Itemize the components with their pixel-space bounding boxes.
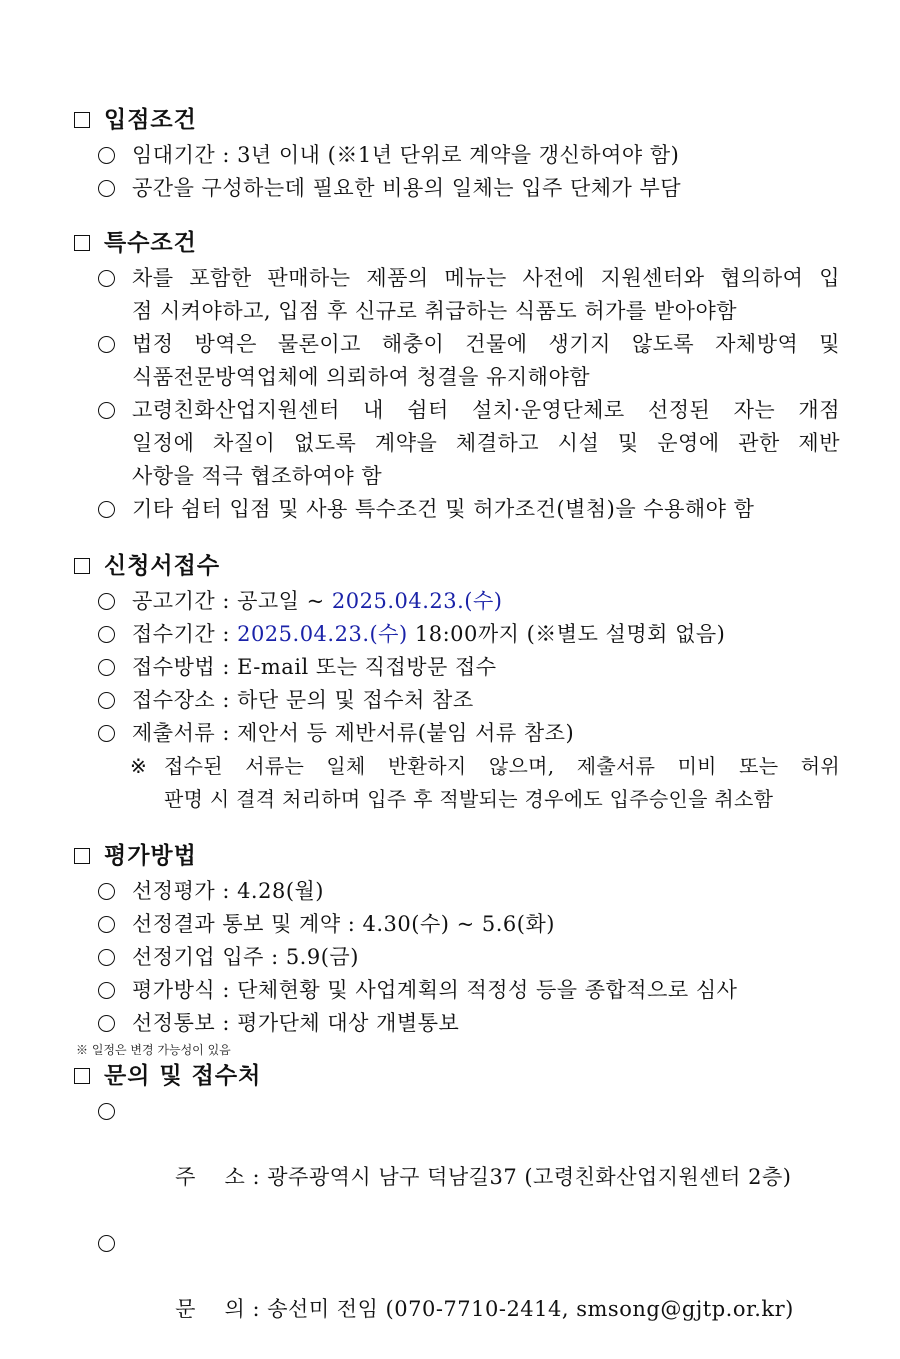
section-heading bbox=[74, 226, 840, 260]
list-item bbox=[74, 1095, 840, 1227]
circle-bullet-icon bbox=[98, 147, 115, 164]
submission-note: ※ 접수된 서류는 일체 반환하지 않으며, 제출서류 미비 또는 허위 판명 시 결격 처리하며 입주 후 적발되는 경우에도 입주승인을 취소함 bbox=[74, 750, 840, 816]
circle-bullet-icon bbox=[98, 336, 115, 353]
list-item: 공간을 구성하는데 필요한 비용의 일체는 입주 단체가 부담 bbox=[74, 172, 840, 205]
checkbox-square-icon bbox=[74, 848, 90, 864]
circle-bullet-icon bbox=[98, 982, 115, 999]
notice-period-date: 2025.04.23.(수) bbox=[331, 589, 503, 613]
reference-mark: ※ bbox=[130, 754, 148, 778]
circle-bullet-icon bbox=[98, 501, 115, 518]
list-item: 접수기간 : 2025.04.23.(수) 18:00까지 (※별도 설명회 없음) bbox=[74, 618, 840, 651]
section-title: 평가방법 bbox=[104, 842, 197, 869]
section-heading bbox=[74, 839, 840, 873]
circle-bullet-icon bbox=[98, 593, 115, 610]
circle-bullet-icon bbox=[98, 725, 115, 742]
section-application bbox=[74, 549, 840, 816]
circle-bullet-icon bbox=[98, 402, 115, 419]
circle-bullet-icon bbox=[98, 270, 115, 287]
circle-bullet-icon bbox=[98, 626, 115, 643]
address-text: 주 소 : 광주광역시 남구 덕남길37 (고령친화산업지원센터 2층) bbox=[175, 1165, 792, 1189]
circle-bullet-icon bbox=[98, 916, 115, 933]
checkbox-square-icon bbox=[74, 235, 90, 251]
checkbox-square-icon bbox=[74, 558, 90, 574]
section-entry-conditions bbox=[74, 103, 840, 205]
list-item: 접수장소 : 하단 문의 및 접수처 참조 bbox=[74, 684, 840, 717]
circle-bullet-icon bbox=[98, 692, 115, 709]
section-special-conditions bbox=[74, 226, 840, 526]
circle-bullet-icon bbox=[98, 1103, 115, 1120]
list-item: 차를 포함한 판매하는 제품의 메뉴는 사전에 지원센터와 협의하여 입 점 시켜야하고, 입점 후 신규로 취급하는 식품도 허가를 받아야함 bbox=[74, 262, 840, 328]
list-item: 임대기간 : 3년 이내 (※1년 단위로 계약을 갱신하여야 함) bbox=[74, 139, 840, 172]
list-item: 법정 방역은 물론이고 해충이 건물에 생기지 않도록 자체방역 및 식품전문방역업체에 의뢰하여 청결을 유지해야함 bbox=[74, 328, 840, 394]
checkbox-square-icon bbox=[74, 1068, 90, 1084]
list-item: 선정기업 입주 : 5.9(금) bbox=[74, 941, 840, 974]
list-item: 선정통보 : 평가단체 대상 개별통보 bbox=[74, 1007, 840, 1040]
contact-text: 문 의 : 송선미 전임 (070-7710-2414, smsong@gjtp.or.kr) bbox=[175, 1297, 794, 1321]
list-item: 고령친화산업지원센터 내 쉼터 설치·운영단체로 선정된 자는 개점 일정에 차질이 없도록 계약을 체결하고 시설 및 운영에 관한 제반 사항을 적극 협조하여야 함 bbox=[74, 394, 840, 493]
list-item: 제출서류 : 제안서 등 제반서류(붙임 서류 참조) bbox=[74, 717, 840, 750]
circle-bullet-icon bbox=[98, 659, 115, 676]
section-evaluation bbox=[74, 839, 840, 1040]
section-contact bbox=[74, 1059, 840, 1359]
section-title: 입점조건 bbox=[104, 106, 197, 133]
circle-bullet-icon bbox=[98, 949, 115, 966]
circle-bullet-icon bbox=[98, 180, 115, 197]
deadline-date: 2025.04.23.(수) bbox=[237, 622, 408, 646]
section-heading bbox=[74, 103, 840, 137]
checkbox-square-icon bbox=[74, 112, 90, 128]
section-heading bbox=[74, 549, 840, 583]
circle-bullet-icon bbox=[98, 883, 115, 900]
list-item: 기타 쉼터 입점 및 사용 특수조건 및 허가조건(별첨)을 수용해야 함 bbox=[74, 493, 840, 526]
section-title: 신청서접수 bbox=[104, 552, 221, 579]
list-item: 공고기간 : 공고일 ~ 2025.04.23.(수) bbox=[74, 585, 840, 618]
list-item: 선정결과 통보 및 계약 : 4.30(수) ~ 5.6(화) bbox=[74, 908, 840, 941]
list-item: 접수방법 : E-mail 또는 직접방문 접수 bbox=[74, 651, 840, 684]
list-item bbox=[74, 1227, 840, 1359]
section-title: 문의 및 접수처 bbox=[104, 1062, 262, 1089]
section-title: 특수조건 bbox=[104, 229, 197, 256]
list-item: 선정평가 : 4.28(월) bbox=[74, 875, 840, 908]
list-item: 평가방식 : 단체현황 및 사업계획의 적정성 등을 종합적으로 심사 bbox=[74, 974, 840, 1007]
schedule-footnote: ※ 일정은 변경 가능성이 있음 bbox=[76, 1043, 231, 1057]
circle-bullet-icon bbox=[98, 1015, 115, 1032]
section-heading bbox=[74, 1059, 840, 1093]
circle-bullet-icon bbox=[98, 1235, 115, 1252]
